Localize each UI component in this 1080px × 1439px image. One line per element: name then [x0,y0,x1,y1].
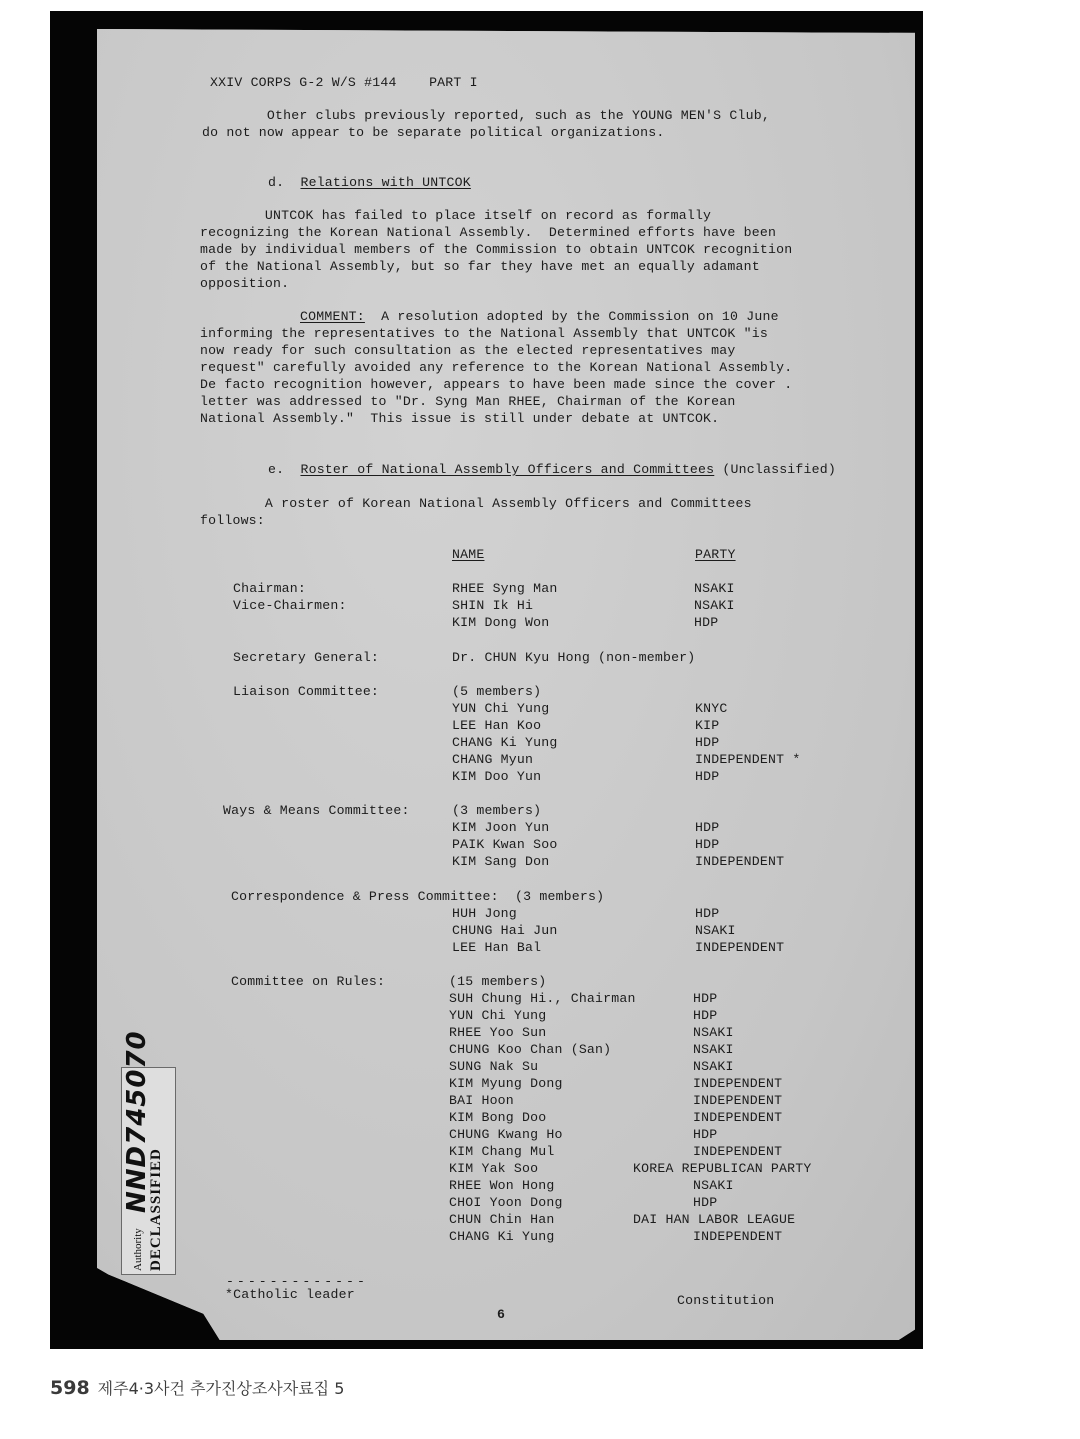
member-party: NSAKI [693,1178,734,1193]
member-name: CHUN Chin Han [449,1212,555,1227]
member-party: KOREA REPUBLICAN PARTY [633,1161,812,1176]
section-d-title: Relations with UNTCOK [300,175,471,190]
member-name: KIM Chang Mul [449,1144,555,1159]
comment-line-5: De facto recognition however, appears to have been made since the cover . [200,377,793,392]
member-name: KIM Doo Yun [452,769,542,784]
ways-means-committee-count: (3 members) [452,803,542,818]
member-name: LEE Han Koo [452,718,542,733]
member-name: SUNG Nak Su [449,1059,539,1074]
vice-chairman-name: KIM Dong Won [452,615,550,630]
document-page-number: 6 [497,1307,506,1322]
member-name: CHANG Ki Yung [452,735,558,750]
member-name: LEE Han Bal [452,940,542,955]
vice-chairman-party: HDP [694,615,719,630]
member-party: KIP [695,718,720,733]
member-party: INDEPENDENT [695,854,785,869]
stamp-authority: Authority [131,1228,144,1271]
vice-chairman-name: SHIN Ik Hi [452,598,534,613]
member-party: INDEPENDENT [693,1093,783,1108]
document-header: XXIV CORPS G-2 W/S #144 PART I [210,75,478,90]
comment-line-3: now ready for such consultation as the elected representatives may [200,343,736,358]
stamp-declassified: DECLASSIFIED [147,1148,164,1271]
intro-line-1: Other clubs previously reported, such as the YOUNG MEN'S Club, [202,108,770,123]
member-party: INDEPENDENT [693,1110,783,1125]
intro-line-2: do not now appear to be separate political organizations. [202,125,665,140]
member-name: RHEE Won Hong [449,1178,555,1193]
column-header-name: NAME [452,547,485,562]
chairman-label: Chairman: [233,581,307,596]
chairman-party: NSAKI [694,581,735,596]
member-party: INDEPENDENT [693,1144,783,1159]
section-e-heading [268,461,836,478]
member-name: KIM Myung Dong [449,1076,563,1091]
member-name: YUN Chi Yung [449,1008,547,1023]
member-party: HDP [695,906,720,921]
section-e-marker: e. [268,462,285,477]
declassified-stamp [121,1030,176,1275]
comment-line-7: National Assembly." This issue is still under debate at UNTCOK. [200,411,720,426]
member-name: YUN Chi Yung [452,701,550,716]
column-header-party: PARTY [695,547,736,562]
comment-line-4: request" carefully avoided any reference to the Korean National Assembly. [200,360,793,375]
liaison-committee-label: Liaison Committee: [233,684,380,699]
member-party: HDP [695,837,720,852]
stamp-authority-number: NND745070 [121,1030,152,1213]
member-name: KIM Joon Yun [452,820,550,835]
member-party: INDEPENDENT * [695,752,801,767]
book-title: 제주4·3사건 추가진상조사자료집 5 [97,1379,345,1398]
member-name: RHEE Yoo Sun [449,1025,547,1040]
section-d-marker: d. [268,175,285,190]
member-party: NSAKI [693,1042,734,1057]
section-e-classification: (Unclassified) [714,462,836,477]
member-party: HDP [693,1008,718,1023]
correspondence-committee-count: (3 members) [515,889,605,904]
section-e-intro-1: A roster of Korean National Assembly Officers and Committees [200,496,752,511]
member-party: NSAKI [693,1025,734,1040]
member-party: HDP [695,769,720,784]
footnote-rule: ------------- [226,1274,368,1289]
section-d-line-4: of the National Assembly, but so far they have met an equally adamant [200,259,760,274]
correspondence-committee-heading [231,888,604,905]
vice-chairman-party: NSAKI [694,598,735,613]
member-name: SUH Chung Hi., Chairman [449,991,636,1006]
secretary-general-label: Secretary General: [233,650,380,665]
ways-means-committee-label: Ways & Means Committee: [223,803,410,818]
member-party: HDP [695,735,720,750]
member-name: CHOI Yoon Dong [449,1195,563,1210]
member-party: INDEPENDENT [693,1076,783,1091]
member-name: KIM Sang Don [452,854,550,869]
secretary-general-name: Dr. CHUN Kyu Hong (non-member) [452,650,696,665]
member-name: KIM Bong Doo [449,1110,547,1125]
member-name: CHUNG Hai Jun [452,923,558,938]
member-party: KNYC [695,701,728,716]
member-name: HUH Jong [452,906,517,921]
member-party: NSAKI [695,923,736,938]
member-name: KIM Yak Soo [449,1161,539,1176]
member-name: CHANG Myun [452,752,534,767]
section-d-line-1: UNTCOK has failed to place itself on record as formally [200,208,712,223]
vice-chairmen-label: Vice-Chairmen: [233,598,347,613]
comment-label: COMMENT: [300,309,365,324]
comment-first-line: COMMENT: A resolution adopted by the Commission on 10 June [300,309,779,324]
book-footer [50,1376,344,1399]
member-party: INDEPENDENT [695,940,785,955]
member-name: CHUNG Kwang Ho [449,1127,563,1142]
section-e-intro-2: follows: [200,513,265,528]
section-e-title: Roster of National Assembly Officers and Committees [300,462,715,477]
comment-line-2: informing the representatives to the National Assembly that UNTCOK "is [200,326,768,341]
correspondence-committee-label: Correspondence & Press Committee: [231,889,499,904]
member-name: BAI Hoon [449,1093,514,1108]
member-party: DAI HAN LABOR LEAGUE [633,1212,796,1227]
liaison-committee-count: (5 members) [452,684,542,699]
section-d-line-5: opposition. [200,276,290,291]
member-party: HDP [693,1195,718,1210]
continuation-catchword: Constitution [677,1293,775,1308]
section-d-heading [268,174,471,191]
comment-line-6: letter was addressed to "Dr. Syng Man RHEE, Chairman of the Korean [200,394,736,409]
member-party: HDP [695,820,720,835]
section-d-line-2: recognizing the Korean National Assembly. Determined efforts have been [200,225,777,240]
member-party: INDEPENDENT [693,1229,783,1244]
book-page-number: 598 [50,1377,90,1399]
member-name: CHANG Ki Yung [449,1229,555,1244]
member-name: CHUNG Koo Chan (San) [449,1042,612,1057]
chairman-name: RHEE Syng Man [452,581,558,596]
member-party: NSAKI [693,1059,734,1074]
rules-committee-count: (15 members) [449,974,547,989]
member-party: HDP [693,991,718,1006]
section-d-line-3: made by individual members of the Commission to obtain UNTCOK recognition [200,242,793,257]
member-party: HDP [693,1127,718,1142]
rules-committee-label: Committee on Rules: [231,974,386,989]
member-name: PAIK Kwan Soo [452,837,558,852]
footnote: *Catholic leader [225,1287,355,1302]
